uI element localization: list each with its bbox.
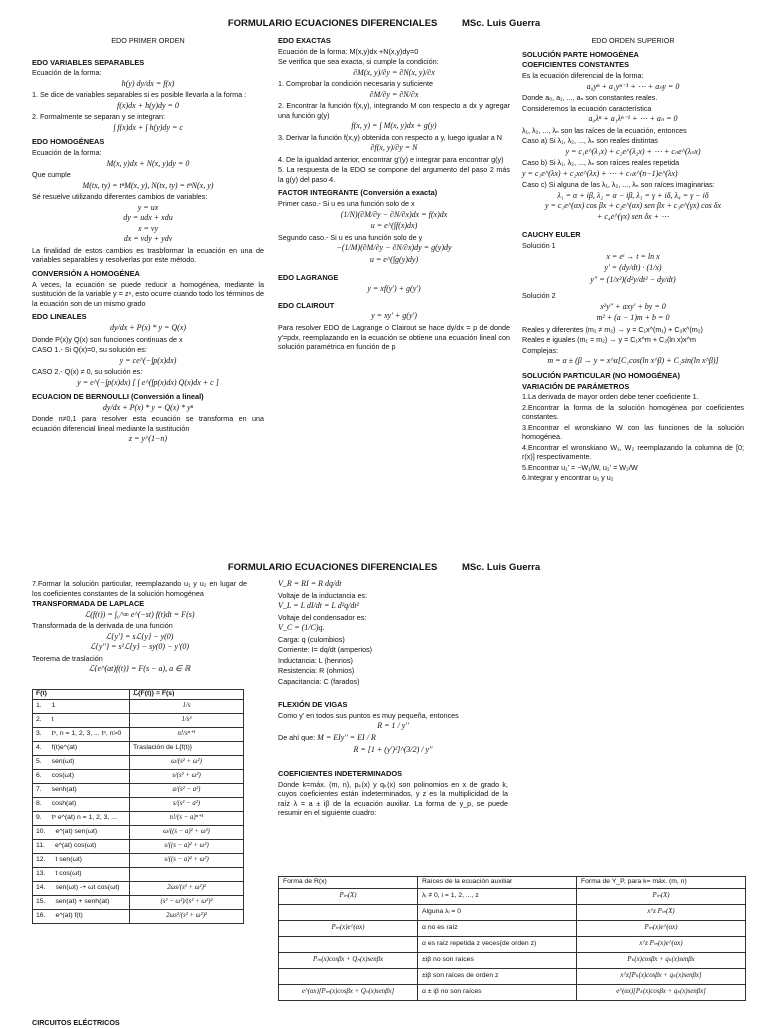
table-row	[33, 881, 244, 895]
heading-beam-bending: FLEXIÓN DE VIGAS	[278, 700, 348, 710]
text: 1. Comprobar la condición necesaria y suficiente	[278, 79, 434, 89]
function-text: senh(at)	[51, 785, 77, 793]
text: Ecuación de la forma:	[32, 148, 102, 158]
equation: λ₁ = α + iβ, λ₂ = α − iβ, λ₃ = γ + iδ, λ₄ = γ − iδ	[557, 190, 709, 200]
section-header: EDO PRIMER ORDEN	[111, 36, 185, 45]
text: Primer caso.- Si u es una función solo de x	[278, 199, 415, 209]
cell-ft	[33, 853, 130, 867]
cell-fs: s/((s − a)² + ω²)	[130, 853, 244, 867]
text: Como y' en todos sus puntos es muy pequeña, entonces	[278, 710, 459, 720]
text: Transformada de la derivada de una función	[32, 621, 173, 631]
undetermined-table-body	[279, 888, 746, 1000]
column-higher-order	[522, 36, 744, 484]
heading-clairaut: EDO CLAIROUT	[278, 300, 335, 310]
cell-ft	[33, 825, 130, 839]
function-text: tⁿ e^(at) n = 1, 2, 3, ...	[51, 813, 117, 821]
step-item: 5.Encontrar u₁' = −W₁/W, u₂' = W₂/W	[522, 462, 638, 472]
page-title	[0, 18, 768, 31]
heading-variation-parameters: VARIACIÓN DE PARÁMETROS	[522, 381, 630, 391]
table-row	[33, 909, 244, 923]
function-text: cos(ωt)	[51, 771, 74, 779]
cell-roots: ±iβ no son raíces	[418, 952, 577, 968]
text: Ecuación de la forma: M(x,y)dx +N(x,y)dy=0	[278, 46, 419, 56]
text: Complejas:	[522, 345, 558, 355]
cell-ft	[33, 713, 130, 727]
function-text: cosh(at)	[51, 799, 77, 807]
function-text: e^(at) sen(ωt)	[55, 827, 98, 835]
equation: y = xf(y') + g(y')	[367, 284, 421, 294]
cell-fs	[130, 867, 244, 881]
equation: a₀λⁿ + a₁λⁿ⁻¹ + ⋯ + aₙ = 0	[588, 114, 678, 124]
text: 2. Formalmente se separan y se integran:	[32, 112, 166, 122]
undetermined-coefficients-table	[278, 876, 746, 1001]
function-text: tⁿ, n = 1, 2, 3, ... tⁿ, n>0	[51, 729, 122, 737]
text: Caso a) Si λ₁, λ₂, ..., λₙ son reales distintas	[522, 136, 658, 146]
text: Segundo caso.- Si u es una función solo de y	[278, 232, 423, 242]
heading-undetermined-coefficients: COEFICIENTES INDETERMINADOS	[278, 769, 403, 779]
text: Voltaje del condensador es:	[278, 612, 367, 622]
text: 7.Formar la solución particular, reemplazando u₁ y u₂ en lugar de los coeficientes constantes de la solución homogénea	[32, 579, 247, 598]
table-header: Forma de Y_P, para k= máx. (m, n)	[577, 877, 746, 889]
table-row	[33, 797, 244, 811]
cell-form-r: e^(αx)[Pₘ(x)cosβx + Qₙ(x)senβx]	[279, 984, 418, 1000]
text: Donde a₀, a₁, ..., aₙ son constantes reales.	[522, 93, 658, 103]
row-number: 16.	[36, 911, 46, 919]
row-number: 2.	[36, 715, 42, 723]
cell-ft	[33, 797, 130, 811]
cell-roots: ±iβ son raíces de orden z	[418, 968, 577, 984]
text: Para resolver EDO de Lagrange o Clairout se hace dy/dx = p de donde y'=pdx, reemplazando en la ecuación se obtiene una ecuación lineal con solución paramétrica en función de p	[278, 323, 510, 352]
text: Reales y diferentes (m₁ ≠ m₂) → y = C₁x^(m₁) + C₂x^(m₂)	[522, 324, 703, 334]
cell-fs: (s² − ω²)/(s² + ω²)²	[130, 895, 244, 909]
text: Es la ecuación diferencial de la forma:	[522, 71, 644, 81]
table-row	[33, 895, 244, 909]
cell-fs: s/((s − a)² + ω²)	[130, 839, 244, 853]
cell-ft	[33, 867, 130, 881]
table-row	[279, 888, 746, 904]
equation: M(tx, ty) = tⁿM(x, y), N(tx, ty) = tⁿN(x, y)	[82, 180, 214, 190]
table-row	[33, 811, 244, 825]
cell-form-yp: x^z Pₘ(x)e^(αx)	[577, 936, 746, 952]
equation: y = xy' + g(y')	[371, 311, 417, 321]
equation: y = ce^(−∫p(x)dx)	[119, 355, 177, 365]
heading-homogeneous-solution: SOLUCIÓN PARTE HOMOGÉNEA	[522, 49, 639, 59]
cell-fs: ω/(s² + ω²)	[130, 755, 244, 769]
step-item: 1.La derivada de mayor orden debe tener coeficiente 1.	[522, 392, 699, 402]
function-text: f(t)e^(at)	[51, 743, 78, 751]
cell-ft	[33, 881, 130, 895]
page-title	[0, 562, 768, 575]
cell-roots: α no es raíz	[418, 920, 577, 936]
row-number: 7.	[36, 785, 42, 793]
cell-ft	[33, 741, 130, 755]
table-row	[33, 853, 244, 867]
equation: y = ux	[137, 202, 159, 212]
cell-roots: α ± iβ no son raíces	[418, 984, 577, 1000]
text: Solución 2	[522, 291, 556, 301]
table-row	[279, 952, 746, 968]
text: Donde n≠0,1 para resolver esta ecuación se transforma en una ecuación diferencial lineal mediante la sustitución	[32, 414, 264, 433]
table-header: Forma de R(x)	[279, 877, 418, 889]
cell-form-yp: x^z Pₘ(X)	[577, 904, 746, 920]
text: Reales e iguales (m₁ = m₂) → y = C₁x^m + C₂(ln x)x^m	[522, 335, 696, 345]
cell-fs: n!/sⁿ⁺¹	[130, 727, 244, 741]
equation: −(1/M)(∂M/∂y − ∂N/∂x)dy = g(y)dy	[336, 243, 452, 253]
table-row	[33, 755, 244, 769]
cell-form-yp: Pₘ(X)	[577, 888, 746, 904]
heading-particular-solution: SOLUCIÓN PARTICULAR (NO HOMOGÉNEA)	[522, 370, 680, 380]
table-row	[33, 741, 244, 755]
row-number: 8.	[36, 799, 42, 807]
equation: R = [1 + (y')²]^(3/2) / y''	[353, 744, 433, 754]
text: Inductancia: L (henrios)	[278, 655, 353, 665]
text: Capacitancia: C (farados)	[278, 676, 360, 686]
equation: dy/dx + P(x) * y = Q(x) * yⁿ	[102, 402, 194, 412]
step-item: 6.Integrar y encontrar u₁ y u₂	[522, 473, 614, 483]
cell-form-r	[279, 968, 418, 984]
function-text: t sen(ωt)	[55, 855, 82, 863]
equation: dy = udx + xdu	[123, 213, 173, 223]
equation: f(x)dx + h(y)dy = 0	[117, 100, 179, 110]
section-header: EDO ORDEN SUPERIOR	[591, 36, 675, 45]
table-row	[33, 699, 244, 713]
column-laplace	[32, 578, 247, 675]
title-text: FORMULARIO ECUACIONES DIFERENCIALES	[227, 18, 438, 29]
equation: dy/dx + P(x) * y = Q(x)	[109, 322, 187, 332]
step-item: 3.Encontrar el wronskiano W con las funciones de la solución homogénea.	[522, 422, 744, 442]
title-text: FORMULARIO ECUACIONES DIFERENCIALES	[227, 562, 438, 573]
text: CASO 2.- Q(x) ≠ 0, su solución es:	[32, 367, 143, 377]
laplace-table-body	[33, 699, 244, 923]
text: 3. Derivar la función f(x,y) obtenida con respecto a y, luego igualar a N	[278, 132, 502, 142]
cell-roots: α es raíz repetida z veces(de orden z)	[418, 936, 577, 952]
cell-fs: Traslación de L{f(t)}	[130, 741, 244, 755]
cell-ft	[33, 755, 130, 769]
column-applications	[278, 578, 508, 819]
text: Consideremos la ecuación característica	[522, 103, 652, 113]
cell-fs: n!/(s − a)ⁿ⁺¹	[130, 811, 244, 825]
heading-cauchy-euler: CAUCHY EULER	[522, 230, 581, 240]
table-row	[33, 713, 244, 727]
cell-form-r: Pₘ(X)	[279, 888, 418, 904]
cell-form-yp: Pₘ(x)e^(αx)	[577, 920, 746, 936]
function-text: sen(at) + senh(at)	[55, 897, 110, 905]
text: 4. De la igualdad anterior, encontrar g'(y) e integrar para encontrar g(y)	[278, 154, 504, 164]
table-row	[33, 867, 244, 881]
page-2	[0, 552, 768, 1027]
equation: m = α ± (β → y = x^α[C₁cos(ln x^β) + C₂sin(ln x^β)]	[547, 356, 719, 366]
equation: y'' = (1/x²)(d²y/dt² − dy/dt)	[590, 274, 676, 284]
row-number: 10.	[36, 827, 46, 835]
step-item: 2.Encontrar la forma de la solución homogénea por coeficientes constantes.	[522, 402, 744, 422]
cell-ft	[33, 839, 130, 853]
cell-form-yp: x^z[Pₖ(x)cosβx + qₖ(x)senβx]	[577, 968, 746, 984]
row-number: 9.	[36, 813, 42, 821]
function-text: sen(ωt)	[51, 757, 75, 765]
equation: (1/N)(∂M/∂y − ∂N/∂x)dx = f(x)dx	[340, 209, 448, 219]
cell-ft	[33, 769, 130, 783]
row-number: 6.	[36, 771, 42, 779]
table-row	[33, 769, 244, 783]
cell-roots: λᵢ ≠ 0, i = 1, 2, ..., z	[418, 888, 577, 904]
equation: ℒ{e^(at)f(t)} = F(s − a), a ∈ ℝ	[88, 664, 191, 674]
cell-fs: s/(s² − a²)	[130, 797, 244, 811]
equation: ∂f(x, y)/∂y = N	[370, 143, 418, 153]
equation: m² + (a − 1)m + b = 0	[596, 313, 670, 323]
cell-fs: a/(s² − a²)	[130, 783, 244, 797]
equation: z = y^(1−n)	[128, 434, 168, 444]
text: Que cumple	[32, 170, 71, 180]
function-text: t	[51, 715, 54, 723]
table-row	[33, 783, 244, 797]
equation: V_R = RI = R dq/dt	[278, 579, 342, 588]
row-number: 4.	[36, 743, 42, 751]
equation: dx = vdy + ydv	[123, 234, 173, 244]
laplace-table	[32, 689, 244, 924]
text: Resistencia: R (ohmios)	[278, 666, 355, 676]
equation: + c₄e^(γx) sen δx + ⋯	[596, 211, 670, 221]
text: λ₁, λ₂, ..., λₙ son las raíces de la ecuación, entonces	[522, 125, 687, 135]
equation-line	[278, 733, 508, 744]
text: Se verifica que sea exacta, si cumple la condición:	[278, 57, 439, 67]
text: Carga: q (culombios)	[278, 634, 345, 644]
cell-fs: 1/s	[130, 699, 244, 713]
function-text: sen(ωt) -+ ωt cos(ωt)	[55, 883, 120, 891]
table-row	[279, 968, 746, 984]
heading-conversion: CONVERSIÓN A HOMOGÉNEA	[32, 268, 140, 278]
table-header: Raíces de la ecuación auxiliar	[418, 877, 577, 889]
equation: R = 1 / y''	[377, 721, 409, 731]
equation: u = e^(∫f(x)dx)	[370, 221, 418, 231]
cell-ft	[33, 699, 130, 713]
equation: ℒ{y'} = sℒ{y} − y(0)	[105, 631, 174, 641]
text: Sé resuelve utilizando diferentes cambios de variables:	[32, 192, 208, 202]
text: Donde P(x)y Q(x) son funciones continuas de x	[32, 334, 183, 344]
column-first-order	[32, 36, 264, 446]
heading-circuits: CIRCUITOS ELÉCTRICOS	[32, 1018, 120, 1027]
equation: y = c₁e^(αx) cos βx + c₂e^(αx) sen βx + c₃e^(γx) cos δx	[544, 201, 722, 211]
equation: x²y'' + axy' + by = 0	[600, 301, 666, 311]
text: Caso b) Si λ₁, λ₂, ..., λₙ son raíces reales repetida	[522, 158, 680, 168]
table-row	[279, 920, 746, 936]
text: De ahí que:	[278, 732, 316, 742]
equation: V_C = (1/C)q.	[278, 623, 325, 633]
text: Ecuación de la forma:	[32, 68, 102, 78]
cell-ft	[33, 895, 130, 909]
function-text: 1	[51, 701, 56, 709]
text: Voltaje de la inductancia es:	[278, 590, 368, 600]
function-text: e^(at) f(t)	[55, 911, 83, 919]
heading-constant-coefficients: COEFICIENTES CONSTANTES	[522, 60, 630, 70]
cell-form-r: Pₘ(x)e^(αx)	[279, 920, 418, 936]
equation: y = c₁e^(λx) + c₂xe^(λx) + ⋯ + cₙx^(n−1)e^(λx)	[522, 168, 678, 178]
cell-fs: 2ωs²/(s² + ω²)²	[130, 909, 244, 923]
cell-form-r: Pₘ(x)cosβx + Qₙ(x)senβx	[279, 952, 418, 968]
heading-integrating-factor: FACTOR INTEGRANTE (Conversión a exacta)	[278, 188, 438, 198]
row-number: 1.	[36, 701, 42, 709]
cell-fs: 2ωs/(s² + ω²)²	[130, 881, 244, 895]
step-item: 4.Encontrar el wronskiano W₁, W₂ reemplazando la columna de [0; r(x)] respectivamente.	[522, 442, 744, 462]
heading-exact: EDO EXACTAS	[278, 36, 331, 45]
text: Teorema de traslación	[32, 653, 103, 663]
cell-form-r	[279, 904, 418, 920]
cell-ft	[33, 811, 130, 825]
table-row	[33, 727, 244, 741]
equation: y = c₁e^(λ₁x) + c₂e^(λ₂x) + ⋯ + cₙe^(λₙx)	[565, 146, 701, 156]
equation: u = e^(∫g(y)dy)	[369, 254, 419, 264]
cell-ft	[33, 909, 130, 923]
text: 1. Se dice de variables separables si es posible llevarla a la forma :	[32, 90, 247, 100]
equation: x = vy	[137, 223, 159, 233]
equation: f(x, y) = ∫ M(x, y)dx + g(y)	[351, 121, 437, 131]
equation: h(y) dy/dx = f(x)	[121, 78, 175, 88]
row-number: 14.	[36, 883, 46, 891]
cell-ft	[33, 727, 130, 741]
equation: M = EIy'' = EI / R	[317, 732, 376, 742]
heading-separable: EDO VARIABLES SEPARABLES	[32, 57, 145, 67]
cell-fs: ω/((s − a)² + ω²)	[130, 825, 244, 839]
equation: ∫ f(x)dx + ∫ h(y)dy = c	[113, 122, 183, 132]
heading-linear: EDO LINEALES	[32, 312, 87, 322]
equation: M(x, y)dx + N(x, y)dy = 0	[106, 158, 190, 168]
cell-form-yp: e^(αx)[Pₖ(x)cosβx + qₖ(x)senβx]	[577, 984, 746, 1000]
table-header-fs: ℒ{F(t)} = F(s)	[130, 690, 244, 700]
row-number: 13.	[36, 869, 46, 877]
cell-form-yp: Pₖ(x)cosβx + qₖ(x)senβx	[577, 952, 746, 968]
text: Caso c) Si alguna de las λ₁, λ₂, ..., λₙ son raíces imaginarias:	[522, 180, 715, 190]
text: Donde k=máx. (m, n), pₖ(x) y qₖ(x) son polinomios en x de grado k, cuyos coeficientes están indeterminados, y z es la multiplicidad de la raíz λ = a ± iβ de la ecuación auxiliar. La forma de y_p, se puede resumir en el siguiente cuadro:	[278, 779, 508, 818]
heading-bernoulli: ECUACION DE BERNOULLI (Conversión a lineal)	[32, 392, 204, 402]
cell-ft	[33, 783, 130, 797]
equation: y = e^(−∫p(x)dx) [ ∫ e^(∫p(x)dx) Q(x)dx + c ]	[77, 377, 219, 387]
text: CASO 1.- Si Q(x)=0, su solución es:	[32, 345, 147, 355]
table-header-ft: F(t)	[33, 690, 130, 700]
row-number: 15.	[36, 897, 46, 905]
equation: a₀yⁿ + a₁yⁿ⁻¹ + ⋯ + aₙy = 0	[586, 81, 680, 91]
table-row	[279, 936, 746, 952]
row-number: 3.	[36, 729, 42, 737]
author-text: MSc. Luis Guerra	[462, 562, 541, 573]
equation: V_L = L dI/dt = L d²q/dt²	[278, 601, 359, 611]
table-row	[279, 904, 746, 920]
equation: ∂M(x, y)/∂y = ∂N(x, y)/∂x	[353, 67, 435, 77]
equation: y' = (dy/dt) · (1/x)	[604, 263, 662, 273]
function-text: t cos(ωt)	[55, 869, 82, 877]
text: Solución 1	[522, 241, 556, 251]
heading-laplace: TRANSFORMADA DE LAPLACE	[32, 599, 145, 608]
text: La finalidad de estos cambios es trasbformar la ecuación en una de variables separables y resolverlas por este método.	[32, 245, 264, 265]
cell-form-r	[279, 936, 418, 952]
function-text: e^(at) cos(ωt)	[54, 841, 97, 849]
heading-homogeneous: EDO HOMOGÉNEAS	[32, 137, 105, 147]
equation: ℒ{y''} = s²ℒ{y} − sy(0) − y'(0)	[89, 642, 190, 652]
cell-fs: s/(s² + ω²)	[130, 769, 244, 783]
author-text: MSc. Luis Guerra	[462, 18, 541, 29]
text: Corriente: I= dq/dt (amperios)	[278, 645, 373, 655]
column-exact	[278, 36, 510, 353]
table-row	[279, 984, 746, 1000]
equation: x = eᵗ → t = ln x	[606, 251, 660, 261]
equation: ℒ(f(t)) = ∫₀^∞ e^(−st) f(t)dt = F(s)	[84, 609, 195, 619]
table-row	[33, 825, 244, 839]
text: A veces, la ecuación se puede reducir a homogénea, mediante la sustitución de la variable y = zⁿ, esto ocurre cuando todo los términos de la ecuación son de un mismo grado	[32, 279, 264, 308]
row-number: 11.	[36, 841, 45, 849]
row-number: 12.	[36, 855, 46, 863]
table-row	[33, 839, 244, 853]
row-number: 5.	[36, 757, 42, 765]
equation: ∂M/∂y = ∂N/∂x	[369, 89, 419, 99]
cell-fs: 1/s²	[130, 713, 244, 727]
cell-roots: Alguna λᵢ = 0	[418, 904, 577, 920]
text: 2. Encontrar la función f(x,y), integrando M con respecto a dx y agregar una función g(y)	[278, 101, 510, 120]
text: 5. La respuesta de la EDO se compone del argumento del paso 2 más la g(y) del paso 4.	[278, 165, 510, 184]
heading-lagrange: EDO LAGRANGE	[278, 273, 339, 283]
